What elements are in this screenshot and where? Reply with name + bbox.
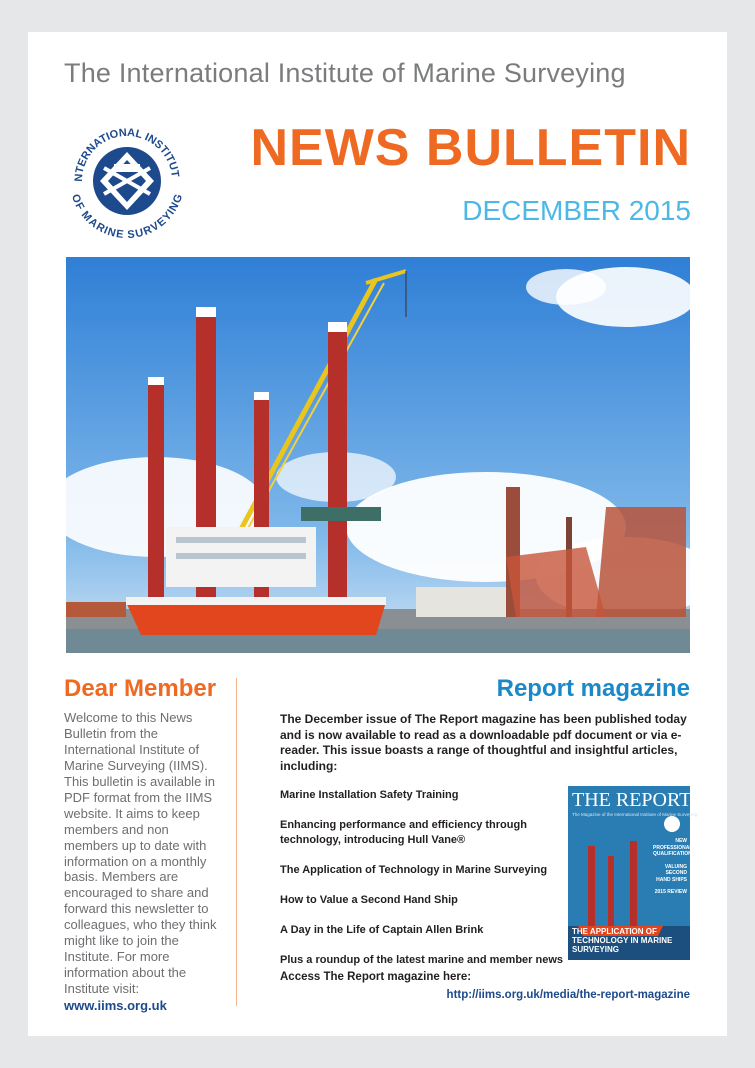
article-item: Enhancing performance and efficiency through technology, introducing Hull Vane®	[280, 819, 527, 847]
bulletin-title: NEWS BULLETIN	[250, 119, 691, 177]
report-magazine-link[interactable]: http://iims.org.uk/media/the-report-magazine	[446, 989, 690, 1001]
article-item: The Application of Technology in Marine Surveying	[280, 864, 548, 877]
dear-member-body: Welcome to this News Bulletin from the International Institute of Marine Surveying (IIMS). This bulletin is available in PDF format from the IIMS website. It aims to keep members and non members up to date with information on a monthly basis. Members are encouraged to share and forward this newsletter to colleagues, who they think might like to join the Institute. For more information about the Institute visit:	[64, 710, 217, 996]
cover-subtitle: The Magazine of the International Institute of Marine Surveying	[572, 812, 698, 817]
logo-text-top: NTERNATIONAL INSTITUT	[72, 126, 181, 183]
bulletin-page	[28, 32, 727, 1036]
cover-side-items	[653, 838, 696, 896]
report-heading: Report magazine	[496, 675, 690, 702]
article-item: A Day in the Life of Captain Allen Brink	[280, 924, 484, 937]
access-text: Access The Report magazine here:	[280, 971, 472, 983]
article-item: Marine Installation Safety Training	[280, 789, 459, 802]
report-magazine-cover[interactable]	[568, 786, 698, 960]
logo-text-bottom: OF MARINE SURVEYING	[68, 192, 186, 242]
article-item: How to Value a Second Hand Ship	[280, 894, 458, 907]
column-divider	[236, 678, 237, 1006]
article-list	[280, 788, 565, 968]
dear-member-heading: Dear Member	[64, 675, 217, 702]
iims-website-link[interactable]: www.iims.org.uk	[64, 997, 167, 1013]
cover-headline: THE APPLICATION OF TECHNOLOGY IN MARINE SURVEYING	[572, 927, 673, 954]
hero-ship-image	[66, 257, 690, 653]
article-item: Plus a roundup of the latest marine and member news	[280, 954, 564, 967]
report-section	[280, 675, 698, 1001]
cover-side-item: NEW PROFESSIONAL QUALIFICATIONS	[653, 838, 696, 857]
bulletin-date: DECEMBER 2015	[462, 195, 691, 226]
cover-side-item: VALUING SECOND HAND SHIPS	[656, 863, 687, 883]
cover-side-item: 2015 REVIEW	[654, 889, 687, 895]
dear-member-section	[64, 676, 226, 1013]
report-intro: The December issue of The Report magazine has been published today and is now available to read as a downloadable pdf document or via e-reader. This issue boasts a range of thoughtful and insightful articles, including:	[280, 712, 687, 773]
cover-title: THE REPORT	[572, 789, 692, 811]
institute-name: The International Institute of Marine Surveying	[64, 58, 626, 88]
iims-logo	[64, 118, 190, 244]
